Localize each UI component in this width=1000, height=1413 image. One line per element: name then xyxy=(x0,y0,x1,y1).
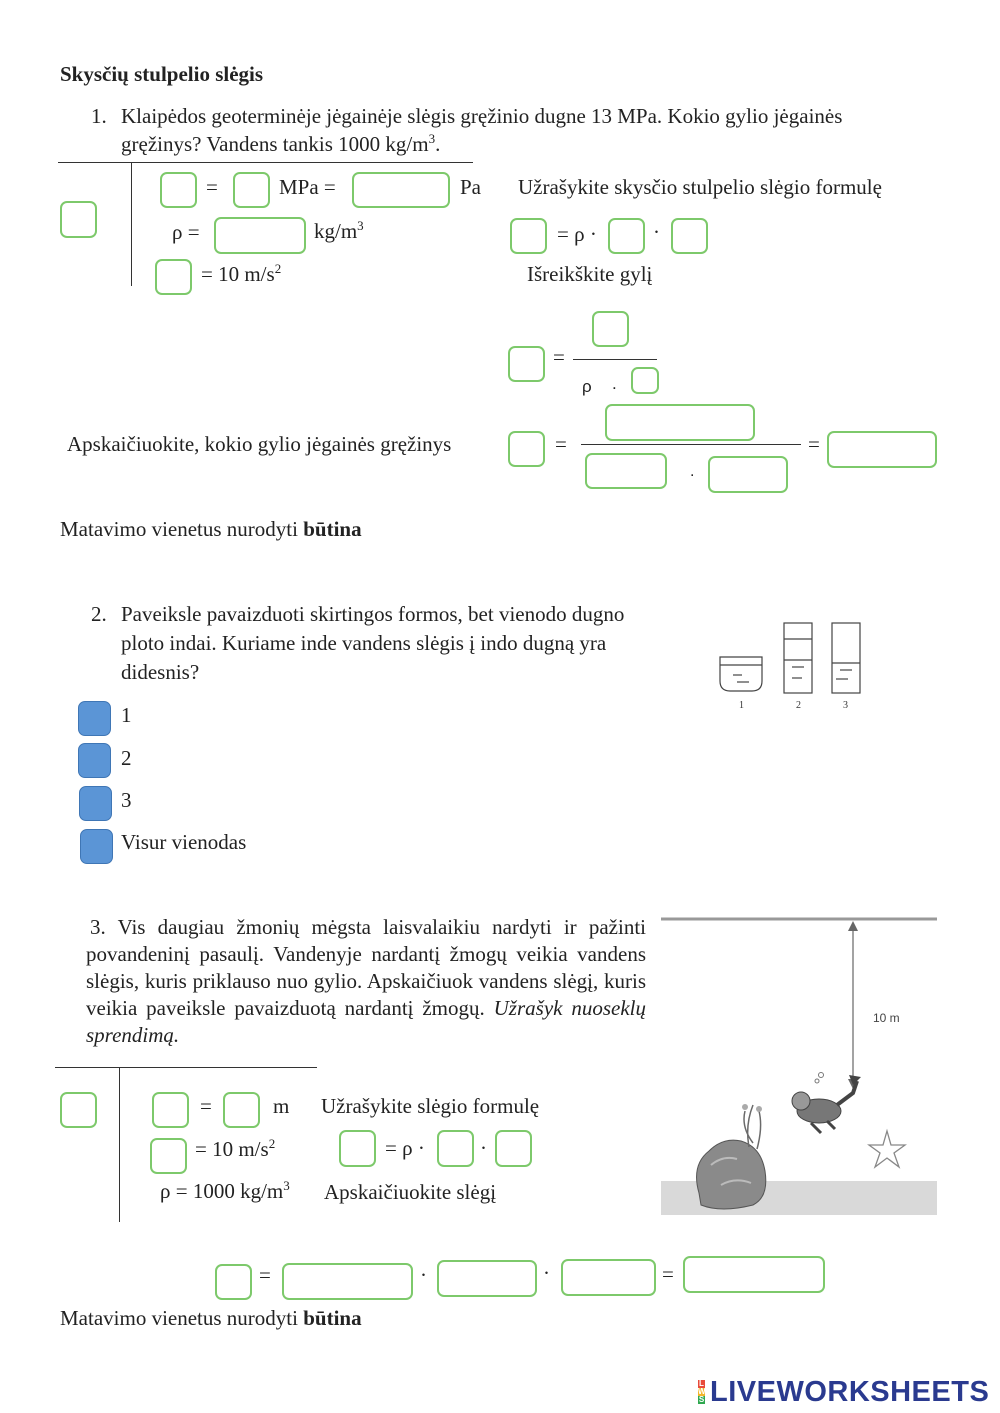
equals-sign: = xyxy=(662,1262,674,1286)
liveworksheets-brand: LIVEWORKSHEETS xyxy=(710,1376,990,1408)
q1-formula-h-input[interactable] xyxy=(671,218,708,254)
vessel-label-3: 3 xyxy=(843,700,848,711)
calc-dot: . xyxy=(690,463,695,480)
q3-h-symbol-input[interactable] xyxy=(152,1092,189,1128)
given-divider-vertical xyxy=(119,1067,120,1222)
q1-formula-g-input[interactable] xyxy=(608,218,645,254)
vessels-figure xyxy=(712,615,877,715)
q1-number: 1. xyxy=(91,104,107,128)
q1-mpa-value-input[interactable] xyxy=(233,172,270,208)
g-value: = 10 $m/s^2$ xyxy=(201,261,282,286)
arrow-up-icon xyxy=(848,921,858,931)
q2-text-line3: didesnis? xyxy=(121,660,200,684)
q3-calc-g-input[interactable] xyxy=(437,1260,537,1297)
dot-operator: · xyxy=(480,1136,487,1160)
option-1-label: 1 xyxy=(121,703,132,727)
q3-text: 3. Vis daugiau žmonių mėgsta laisvalaikiu nardyti ir pažinti povandeninį pasaulį. Vandenyje nardantį žmogų veikia vandens slėgis, kuris priklauso nuo gylio. Apskaičiuok vandens slėgį, kuris veikia paveiksle pavaizduotą nardantį žmogų. Užrašyk nuoseklų sprendimą. xyxy=(86,915,646,1047)
vessel-1 xyxy=(720,657,762,691)
fraction-rho: ρ xyxy=(582,377,592,396)
q1-calc-result-input[interactable] xyxy=(827,431,937,468)
rho-value: ρ = 1000 $kg/m^3$ xyxy=(160,1178,290,1203)
q1-fraction-numerator-input[interactable] xyxy=(592,311,629,347)
starfish-icon xyxy=(869,1131,905,1167)
equals-sign: = xyxy=(553,345,565,369)
option-2-checkbox[interactable] xyxy=(78,743,111,778)
diver-figure xyxy=(661,915,937,1217)
q3-formula-h-input[interactable] xyxy=(495,1130,532,1167)
unit-kg-m3: $kg/m^3$ xyxy=(314,218,364,243)
q3-calc-density-input[interactable] xyxy=(282,1263,413,1300)
q3-formula-p-input[interactable] xyxy=(339,1130,376,1167)
q2-text-line1: Paveiksle pavaizduoti skirtingos formos, bet vienodo dugno xyxy=(121,602,625,626)
q1-express-prompt: Išreikškite gylį xyxy=(527,262,653,286)
q3-calc-result-input[interactable] xyxy=(683,1256,825,1293)
q3-h-value-input[interactable] xyxy=(223,1092,260,1128)
q1-g-symbol-input[interactable] xyxy=(155,259,192,295)
q3-calc-h-input[interactable] xyxy=(561,1259,656,1296)
q3-formula-g-input[interactable] xyxy=(437,1130,474,1167)
option-1-checkbox[interactable] xyxy=(78,701,111,736)
vessel-3 xyxy=(832,623,860,693)
q1-unknown-input[interactable] xyxy=(60,201,97,238)
given-divider-horizontal xyxy=(58,162,473,163)
q3-formula-prompt: Užrašykite slėgio formulę xyxy=(321,1094,540,1118)
g-value: = 10 $m/s^2$ xyxy=(195,1136,276,1161)
q2-text-line2: ploto indai. Kuriame inde vandens slėgis į indo dugną yra xyxy=(121,631,607,655)
equals-sign: = xyxy=(555,432,567,456)
q1-calc-density-input[interactable] xyxy=(585,453,667,489)
q1-fraction-h-input[interactable] xyxy=(508,346,545,382)
rho-label: ρ = xyxy=(172,220,200,244)
q2-number: 2. xyxy=(91,602,107,626)
formula-eq-rho: = ρ · xyxy=(557,222,597,246)
q3-calc-p-input[interactable] xyxy=(215,1264,252,1300)
vessel-label-1: 1 xyxy=(739,700,744,711)
vessel-label-2: 2 xyxy=(796,700,801,711)
option-4-label: Visur vienodas xyxy=(121,830,247,854)
q3-units-note: Matavimo vienetus nurodyti būtina xyxy=(60,1306,362,1330)
dot-operator: · xyxy=(653,220,660,244)
unit-mpa: MPa = xyxy=(279,175,336,199)
q1-density-input[interactable] xyxy=(214,217,306,254)
q1-fraction-g-input[interactable] xyxy=(631,367,659,394)
q1-calc-h-input[interactable] xyxy=(508,431,545,467)
equals-sign: = xyxy=(808,432,820,456)
q1-text-line2: gręžinys? Vandens tankis 1000 $kg/m^3$. xyxy=(121,131,441,156)
liveworksheets-logo-icon: L W S xyxy=(698,1379,706,1404)
depth-label: 10 m xyxy=(873,1011,900,1025)
q1-formula-p-input[interactable] xyxy=(510,218,547,254)
calc-fraction-bar xyxy=(581,444,801,445)
dot-operator: · xyxy=(543,1261,550,1285)
option-3-checkbox[interactable] xyxy=(79,786,112,821)
rock-icon xyxy=(697,1140,766,1209)
page-title: Skysčių stulpelio slėgis xyxy=(60,62,264,86)
option-3-label: 3 xyxy=(121,788,132,812)
q3-unknown-input[interactable] xyxy=(60,1092,97,1128)
q3-g-symbol-input[interactable] xyxy=(150,1138,187,1174)
q1-formula-prompt: Užrašykite skysčio stulpelio slėgio formulę xyxy=(518,175,882,199)
fraction-dot: . xyxy=(612,374,617,393)
formula-eq-rho: = ρ · xyxy=(385,1136,425,1160)
equals-sign: = xyxy=(259,1263,271,1287)
option-4-checkbox[interactable] xyxy=(80,829,113,864)
given-divider-horizontal xyxy=(55,1067,317,1068)
fraction-bar xyxy=(573,359,657,360)
q1-calc-prompt: Apskaičiuokite, kokio gylio jėgainės gręžinys xyxy=(67,432,452,456)
q1-symbol-input[interactable] xyxy=(160,172,197,208)
equals-sign: = xyxy=(206,175,218,199)
q1-units-note: Matavimo vienetus nurodyti būtina xyxy=(60,517,362,541)
equals-sign: = xyxy=(200,1094,212,1118)
q1-pa-value-input[interactable] xyxy=(352,172,450,208)
q1-text-line1: Klaipėdos geoterminėje jėgainėje slėgis gręžinio dugne 13 MPa. Kokio gylio jėgainės xyxy=(121,104,843,128)
unit-pa: Pa xyxy=(460,175,481,199)
dot-operator: · xyxy=(420,1263,427,1287)
option-2-label: 2 xyxy=(121,746,132,770)
q1-calc-numerator-input[interactable] xyxy=(605,404,755,441)
q1-calc-g-input[interactable] xyxy=(708,456,788,493)
vessel-2 xyxy=(784,623,812,693)
unit-m: m xyxy=(273,1094,290,1118)
q3-calc-prompt: Apskaičiuokite slėgį xyxy=(324,1180,497,1204)
given-divider-vertical xyxy=(131,162,132,286)
